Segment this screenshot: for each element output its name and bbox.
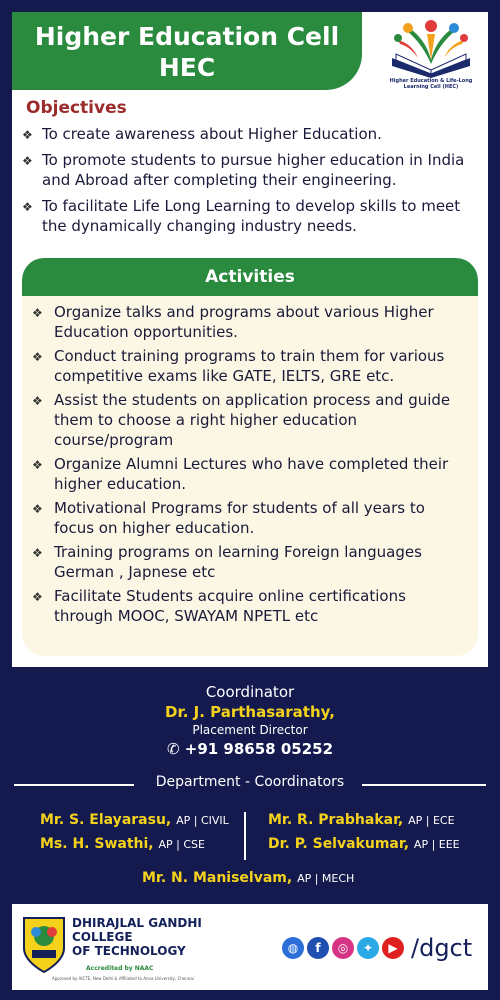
list-item: ❖ Conduct training programs to train them for various competitive exams like GATE, IELTS, GRE etc. [32,347,445,385]
bullet-icon: ❖ [32,306,43,320]
bullet-icon: ❖ [22,200,33,214]
column-divider [244,812,246,860]
bullet-icon: ❖ [22,154,33,168]
list-item: ❖ Training programs on learning Foreign languages German , Japnese etc [32,543,422,581]
social-links [282,934,472,962]
dept-coordinator: Ms. H. Swathi, AP | CSE [40,836,205,852]
activities-box [22,258,478,656]
hec-logo-graphic [378,14,484,78]
list-item: ❖ Facilitate Students acquire online certifications through MOOC, SWAYAM NPETL etc [32,587,406,625]
bullet-icon: ❖ [32,350,43,364]
globe-icon[interactable]: ◍ [282,937,304,959]
list-item: ❖ To create awareness about Higher Education. [22,125,382,143]
coordinator-role: Placement Director [192,723,308,737]
dept-coordinator: Mr. S. Elayarasu, AP | CIVIL [40,812,229,828]
activities-list [22,296,478,626]
coordinator-section [0,682,500,760]
dept-coordinator: Mr. N. Maniselvam, AP | MECH [142,870,355,886]
bullet-icon: ❖ [32,394,43,408]
list-item: ❖ To promote students to pursue higher education in India and Abroad after completing their engineering. [22,151,465,189]
objectives-list [22,124,480,242]
coordinator-label: Coordinator [205,683,295,701]
youtube-icon[interactable]: ▶ [382,937,404,959]
objectives-heading: Objectives [26,98,127,118]
twitter-icon[interactable]: ✦ [357,937,379,959]
instagram-icon[interactable]: ◎ [332,937,354,959]
list-item: ❖ Assist the students on application process and guide them to choose a right higher education course/program [32,391,451,449]
list-item: ❖ Organize Alumni Lectures who have completed their higher education. [32,455,449,493]
bullet-icon: ❖ [32,502,43,516]
college-logo-icon [20,914,68,974]
footer [12,904,488,990]
department-heading: Department - Coordinators [155,774,345,790]
hec-logo [378,14,484,94]
list-item: ❖ To facilitate Life Long Learning to develop skills to meet the dynamically changing industry needs. [22,197,461,235]
page-title: Higher Education Cell [34,22,340,51]
college-name: DHIRAJLAL GANDHI COLLEGE OF TECHNOLOGY [72,916,202,958]
page-subtitle: HEC [158,53,216,82]
bullet-icon: ❖ [32,546,43,560]
bullet-icon: ❖ [22,128,33,142]
dept-coordinator: Mr. R. Prabhakar, AP | ECE [268,812,455,828]
social-handle[interactable]: /dgct [411,934,473,962]
accreditation-text: Accredited by NAAC [86,965,154,972]
bullet-icon: ❖ [32,458,43,472]
list-item: ❖ Motivational Programs for students of all years to focus on higher education. [32,499,425,537]
coordinator-phone[interactable]: ✆ +91 98658 05252 [166,740,334,758]
bullet-icon: ❖ [32,590,43,604]
list-item: ❖ Organize talks and programs about various Higher Education opportunities. [32,303,434,341]
dept-coordinator: Dr. P. Selvakumar, AP | EEE [268,836,460,852]
activities-heading: Activities [22,258,478,296]
title-banner [12,12,362,90]
facebook-icon[interactable]: f [307,937,329,959]
approval-text: Approved by AICTE, New Delhi & Affiliated to Anna University, Chennai [52,976,194,981]
coordinator-name: Dr. J. Parthasarathy, [165,703,335,721]
logo-caption: Higher Education & Life-Long Learning Cell (HEC) [389,78,473,90]
